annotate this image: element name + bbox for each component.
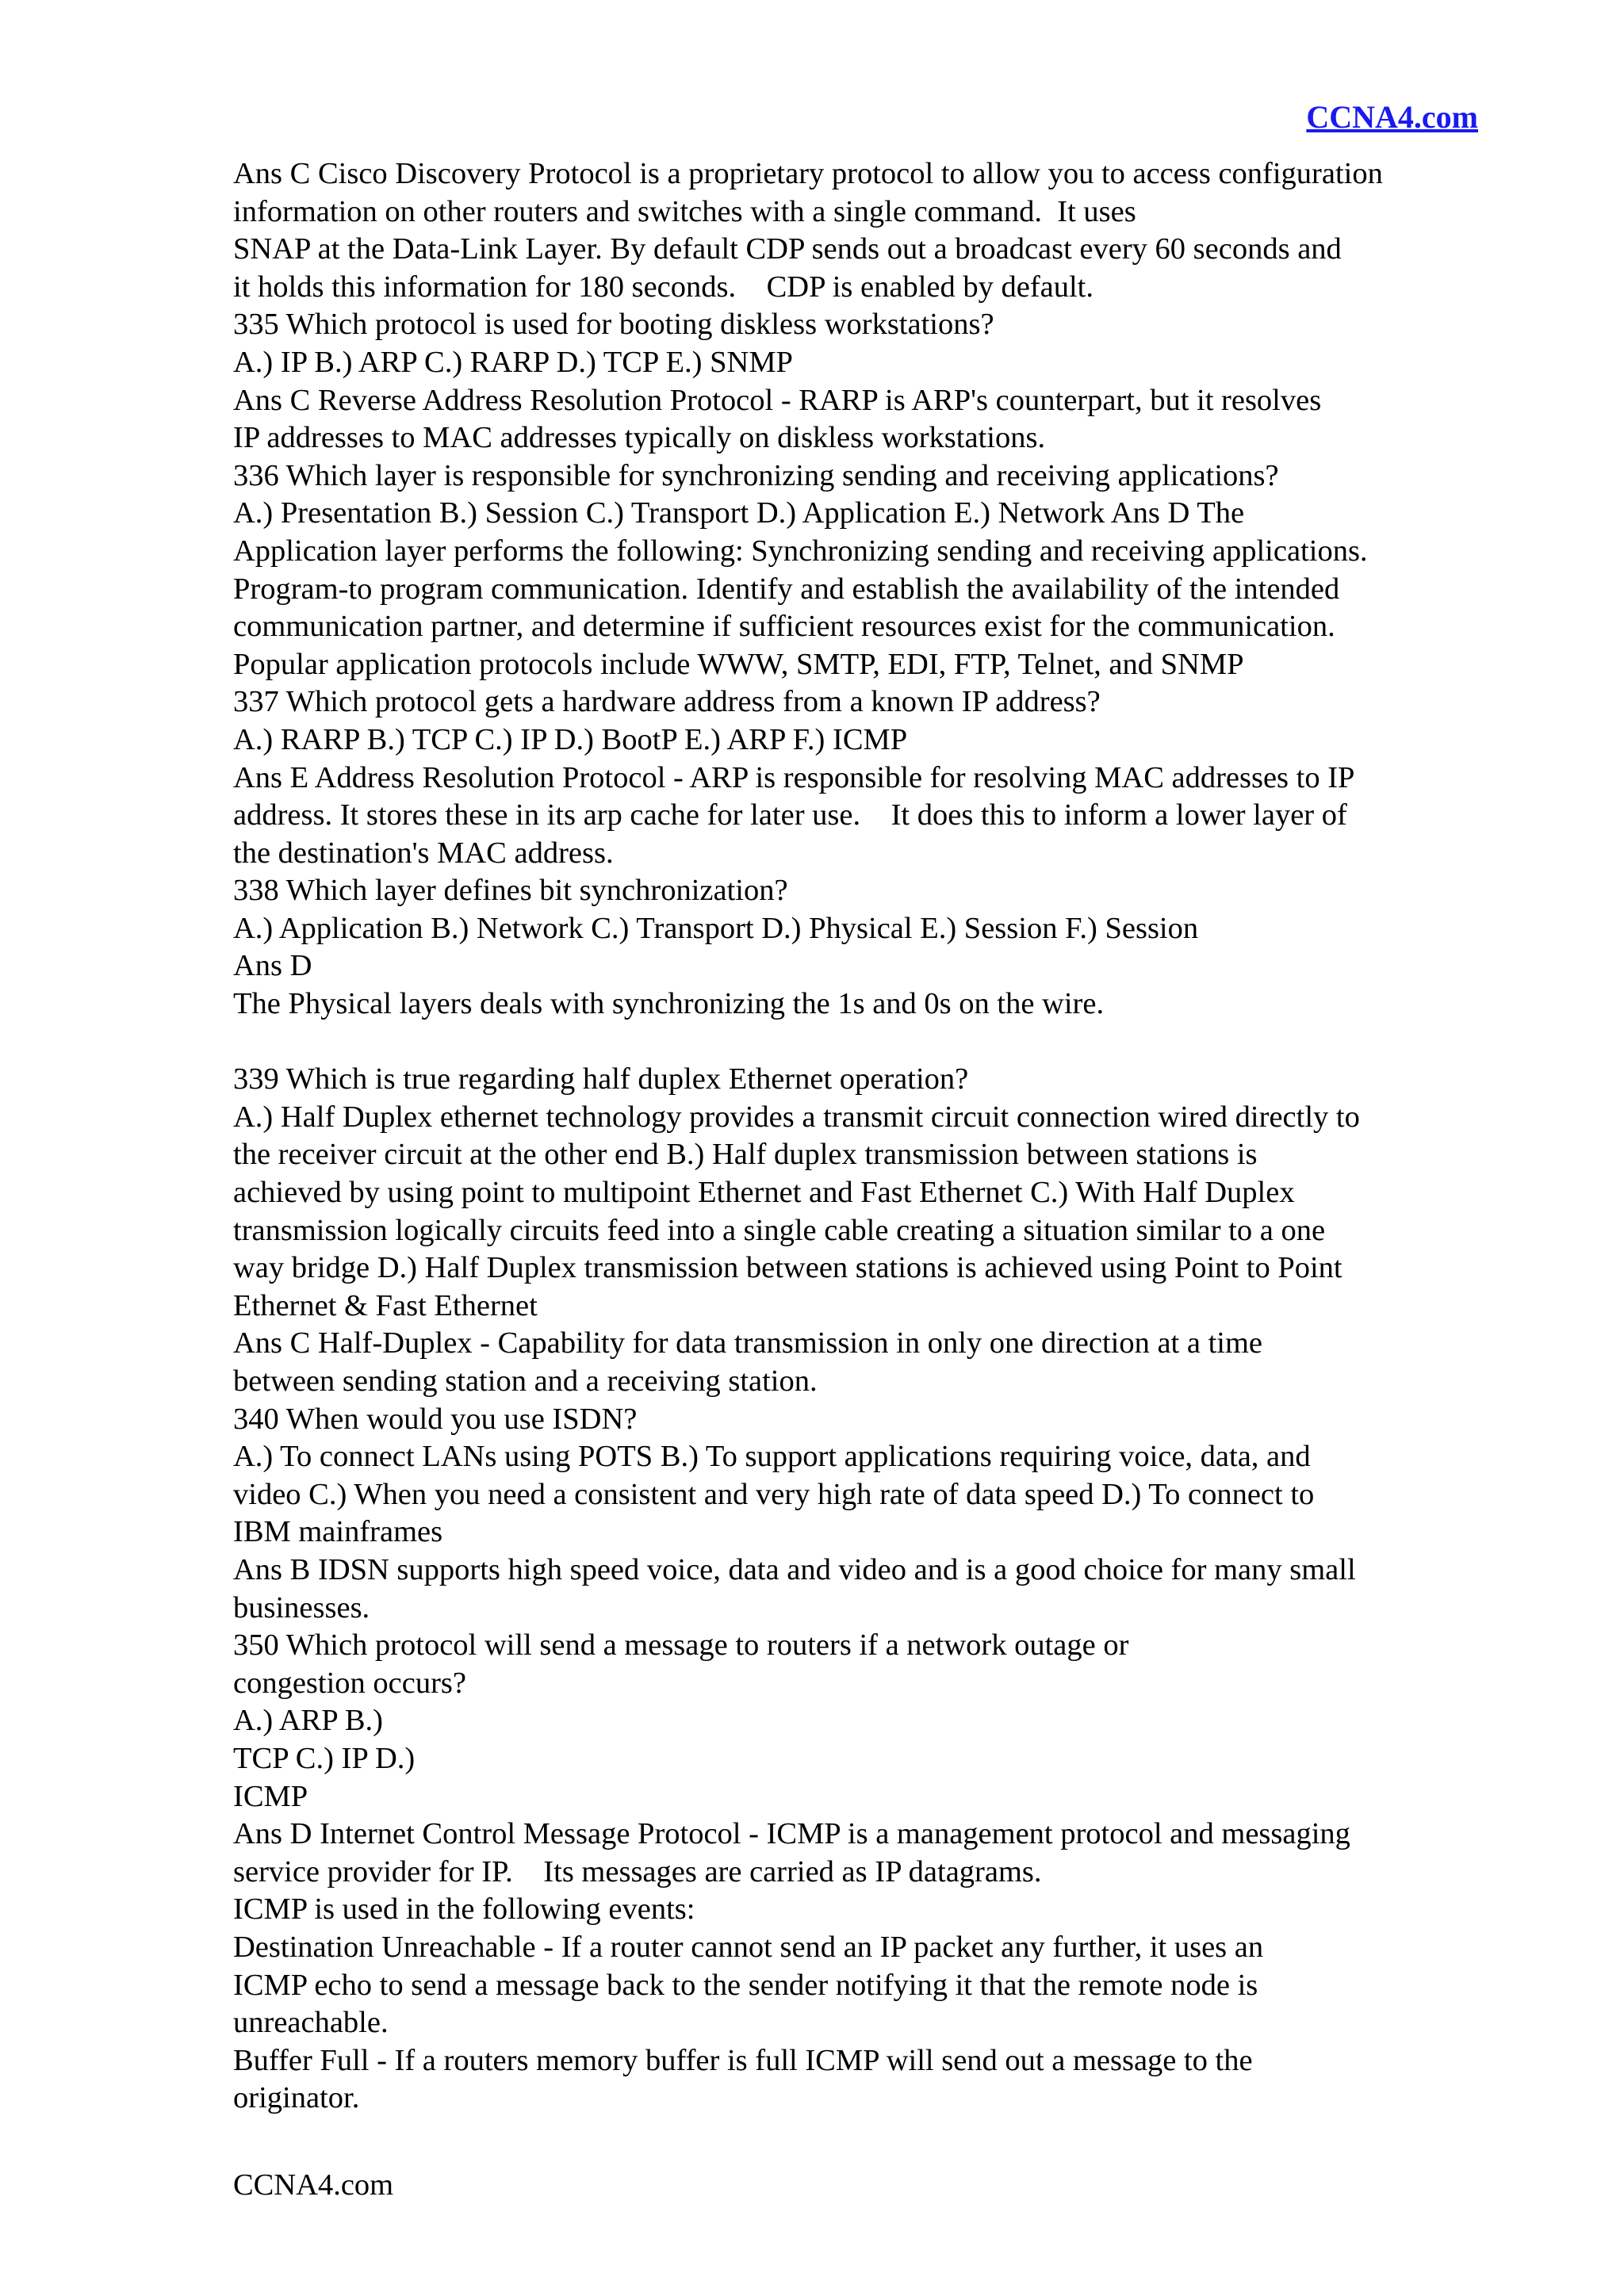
text-line: it holds this information for 180 seconds. CDP is enabled by default. (233, 270, 1094, 304)
text-line: between sending station and a receiving station. (233, 1364, 818, 1398)
text-line: congestion occurs? (233, 1666, 466, 1700)
text-line: IP addresses to MAC addresses typically on diskless workstations. (233, 421, 1046, 455)
text-line: unreachable. (233, 2006, 389, 2040)
blank-line (233, 1024, 1502, 1062)
answer-338: Ans D (233, 949, 312, 983)
question-350: 350 Which protocol will send a message to routers if a network outage or (233, 1628, 1129, 1663)
question-335: 335 Which protocol is used for booting diskless workstations? (233, 308, 994, 342)
text-line: Buffer Full - If a routers memory buffer is full ICMP will send out a message to the (233, 2043, 1253, 2077)
text-line: The Physical layers deals with synchronizing the 1s and 0s on the wire. (233, 987, 1105, 1021)
text-line: Popular application protocols include WWW, SMTP, EDI, FTP, Telnet, and SNMP (233, 647, 1244, 681)
answer-337: Ans E Address Resolution Protocol - ARP is responsible for resolving MAC addresses to IP (233, 760, 1355, 794)
text-line: the destination's MAC address. (233, 836, 614, 870)
text-line: communication partner, and determine if sufficient resources exist for the communication. (233, 610, 1335, 644)
options-339: A.) Half Duplex ethernet technology provides a transmit circuit connection wired directly to (233, 1100, 1360, 1134)
text-line: SNAP at the Data-Link Layer. By default CDP sends out a broadcast every 60 seconds and (233, 232, 1342, 266)
text-line: businesses. (233, 1590, 370, 1624)
answer-340: Ans B IDSN supports high speed voice, data and video and is a good choice for many small (233, 1552, 1356, 1586)
text-line: IBM mainframes (233, 1515, 443, 1549)
text-line: Program-to program communication. Identify and establish the availability of the intended (233, 572, 1340, 606)
text-line: service provider for IP. Its messages are carried as IP datagrams. (233, 1854, 1042, 1888)
text-line: ICMP is used in the following events: (233, 1892, 695, 1927)
question-340: 340 When would you use ISDN? (233, 1402, 638, 1436)
text-line: originator. (233, 2081, 360, 2115)
text-line: Destination Unreachable - If a router cannot send an IP packet any further, it uses an (233, 1930, 1264, 1964)
text-line: way bridge D.) Half Duplex transmission between stations is achieved using Point to Point (233, 1251, 1342, 1285)
options-335: A.) IP B.) ARP C.) RARP D.) TCP E.) SNMP (233, 345, 793, 379)
options-336: A.) Presentation B.) Session C.) Transport D.) Application E.) Network Ans D The (233, 496, 1245, 530)
options-338: A.) Application B.) Network C.) Transport D.) Physical E.) Session F.) Session (233, 911, 1199, 945)
question-336: 336 Which layer is responsible for synchronizing sending and receiving applications? (233, 458, 1279, 492)
text-line: information on other routers and switches with a single command. It uses (233, 194, 1136, 228)
text-line: video C.) When you need a consistent and very high rate of data speed D.) To connect to (233, 1477, 1315, 1511)
text-line: ICMP (233, 1779, 308, 1813)
header-site-link[interactable]: CCNA4.com (1306, 99, 1478, 135)
options-340: A.) To connect LANs using POTS B.) To support applications requiring voice, data, and (233, 1440, 1311, 1474)
text-line: transmission logically circuits feed into a single cable creating a situation similar to a one (233, 1213, 1326, 1247)
text-line: address. It stores these in its arp cache for later use. It does this to inform a lower layer of (233, 798, 1347, 832)
answer-350: Ans D Internet Control Message Protocol - ICMP is a management protocol and messaging (233, 1817, 1350, 1851)
question-339: 339 Which is true regarding half duplex Ethernet operation? (233, 1062, 969, 1096)
text-line: Application layer performs the following: Synchronizing sending and receiving applications. (233, 534, 1368, 568)
options-337: A.) RARP B.) TCP C.) IP D.) BootP E.) ARP F.) ICMP (233, 722, 908, 756)
text-line: ICMP echo to send a message back to the sender notifying it that the remote node is (233, 1968, 1258, 2002)
question-337: 337 Which protocol gets a hardware address from a known IP address? (233, 685, 1101, 719)
answer-339: Ans C Half-Duplex - Capability for data transmission in only one direction at a time (233, 1326, 1263, 1360)
page-footer: CCNA4.com (233, 2168, 394, 2202)
options-350: A.) ARP B.) (233, 1704, 383, 1738)
question-338: 338 Which layer defines bit synchronization? (233, 874, 788, 908)
text-line: Ans C Cisco Discovery Protocol is a proprietary protocol to allow you to access configuration (233, 157, 1383, 190)
document-body (233, 155, 1502, 2118)
answer-335: Ans C Reverse Address Resolution Protocol - RARP is ARP's counterpart, but it resolves (233, 383, 1322, 417)
text-line: TCP C.) IP D.) (233, 1741, 416, 1775)
text-line: achieved by using point to multipoint Ethernet and Fast Ethernet C.) With Half Duplex (233, 1176, 1295, 1210)
text-line: Ethernet & Fast Ethernet (233, 1288, 538, 1322)
text-line: the receiver circuit at the other end B.) Half duplex transmission between stations is (233, 1138, 1258, 1172)
